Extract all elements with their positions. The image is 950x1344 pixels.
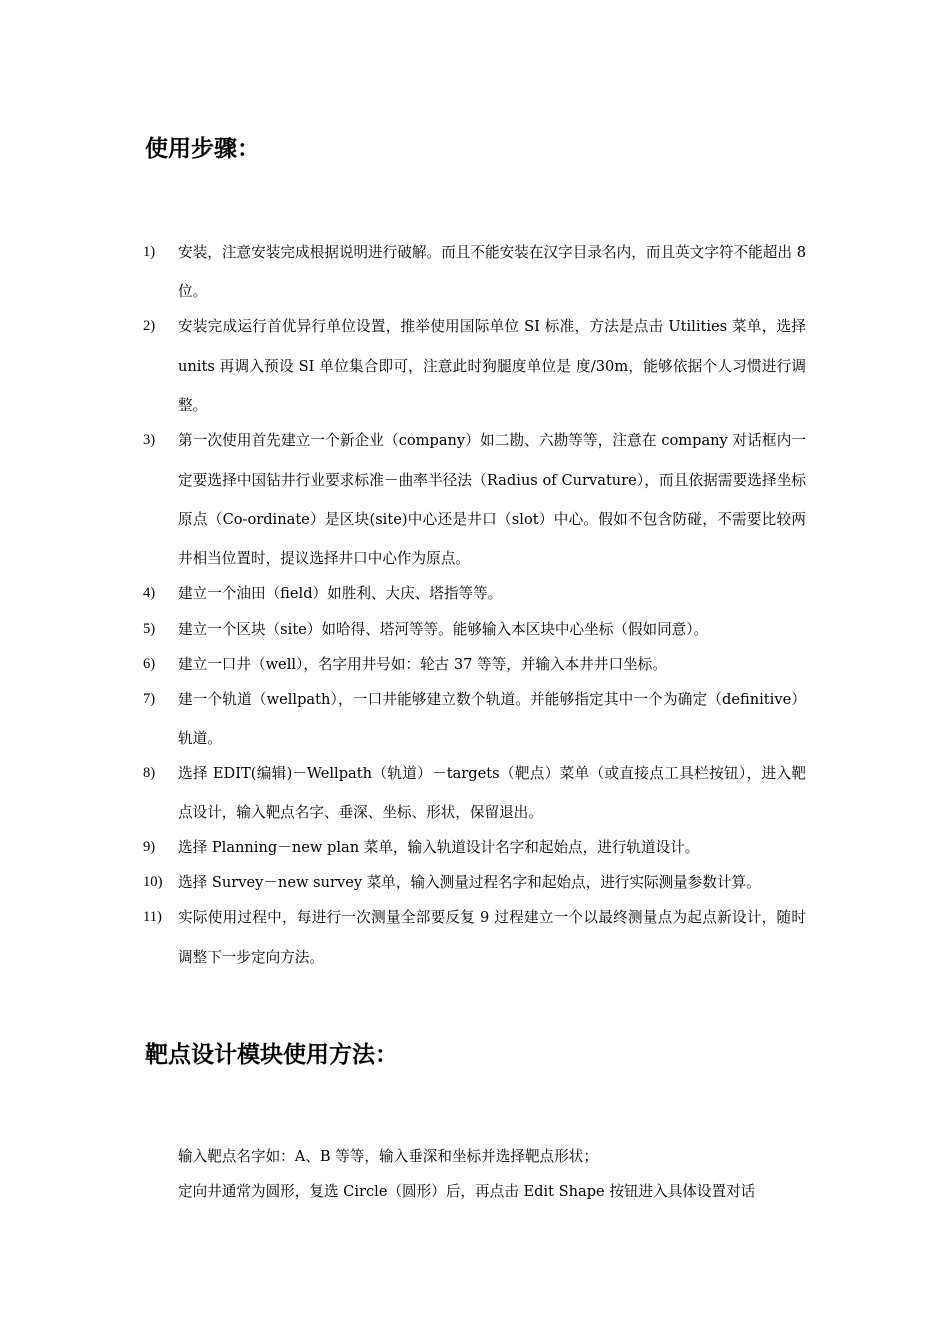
step-number: 4) bbox=[143, 585, 156, 602]
step-text: 建立一个油田（field）如胜利、大庆、塔指等等。 bbox=[178, 585, 503, 603]
target-design-heading: 靶点设计模块使用方法： bbox=[145, 1042, 398, 1068]
step-text: 建一个轨道（wellpath），一口井能够建立数个轨道。并能够指定其中一个为确定（definitive）轨道。 bbox=[178, 690, 806, 747]
step-item bbox=[0, 863, 806, 902]
step-number: 6) bbox=[143, 655, 156, 672]
step-number: 8) bbox=[143, 764, 156, 781]
step-text: 实际使用过程中，每进行一次测量全部要反复 9 过程建立一个以最终测量点为起点新设计，随时调整下一步定向方法。 bbox=[178, 909, 806, 966]
step-text: 选择 EDIT(编辑)－Wellpath（轨道）－targets（靶点）菜单（或直接点工具栏按钮），进入靶点设计，输入靶点名字、垂深、坐标、形状，保留退出。 bbox=[178, 764, 806, 822]
step-text: 选择 Planning－new plan 菜单，输入轨道设计名字和起始点，进行轨道设计。 bbox=[178, 839, 700, 857]
step-text: 建立一个区块（site）如哈得、塔河等等。能够输入本区块中心坐标（假如同意）。 bbox=[178, 620, 709, 638]
step-number: 10) bbox=[143, 874, 163, 891]
step-number: 3) bbox=[143, 432, 156, 449]
step-number: 9) bbox=[143, 839, 156, 856]
step-number: 7) bbox=[143, 690, 156, 707]
step-item bbox=[0, 421, 806, 579]
usage-steps-list bbox=[0, 233, 950, 973]
step-item bbox=[0, 307, 806, 425]
step-item bbox=[0, 610, 806, 649]
step-number: 2) bbox=[143, 318, 156, 335]
step-number: 5) bbox=[143, 620, 156, 637]
step-text: 第一次使用首先建立一个新企业（company）如二勘、六勘等等，注意在 company 对话框内一定要选择中国钻井行业要求标准－曲率半径法（Radius of Curvature），而且依据需要选择坐标原点（Co-ordinate）是区块(site)中心还是井口（slot）中心。假如不包含防碰，不需要比较两井相当位置时，提议选择井口中心作为原点。 bbox=[178, 432, 806, 568]
step-item bbox=[0, 233, 806, 312]
step-item bbox=[0, 574, 806, 613]
usage-steps-heading: 使用步骤： bbox=[145, 136, 260, 162]
target-paragraph-2: 定向井通常为圆形，复选 Circle（圆形）后，再点击 Edit Shape 按钮进入具体设置对话 bbox=[178, 1183, 756, 1200]
step-item bbox=[0, 645, 806, 684]
step-number: 11) bbox=[143, 909, 162, 926]
step-item bbox=[0, 754, 806, 833]
step-text: 选择 Survey－new survey 菜单，输入测量过程名字和起始点，进行实际测量参数计算。 bbox=[178, 874, 761, 892]
step-item bbox=[0, 898, 806, 977]
step-text: 安装，注意安装完成根据说明进行破解。而且不能安装在汉字目录名内，而且英文字符不能超出 8 位。 bbox=[178, 244, 806, 301]
step-item bbox=[0, 680, 806, 759]
step-number: 1) bbox=[143, 244, 156, 260]
target-paragraph-1: 输入靶点名字如：A、B 等等，输入垂深和坐标并选择靶点形状； bbox=[178, 1148, 598, 1165]
step-text: 建立一口井（well），名字用井号如：轮古 37 等等，并输入本井井口坐标。 bbox=[178, 655, 667, 673]
step-item bbox=[0, 828, 806, 867]
step-text: 安装完成运行首优异行单位设置，推举使用国际单位 SI 标准，方法是点击 Utilities 菜单，选择 units 再调入预设 SI 单位集合即可，注意此时狗腿度单位是 度/30m，能够依据个人习惯进行调整。 bbox=[178, 318, 806, 415]
